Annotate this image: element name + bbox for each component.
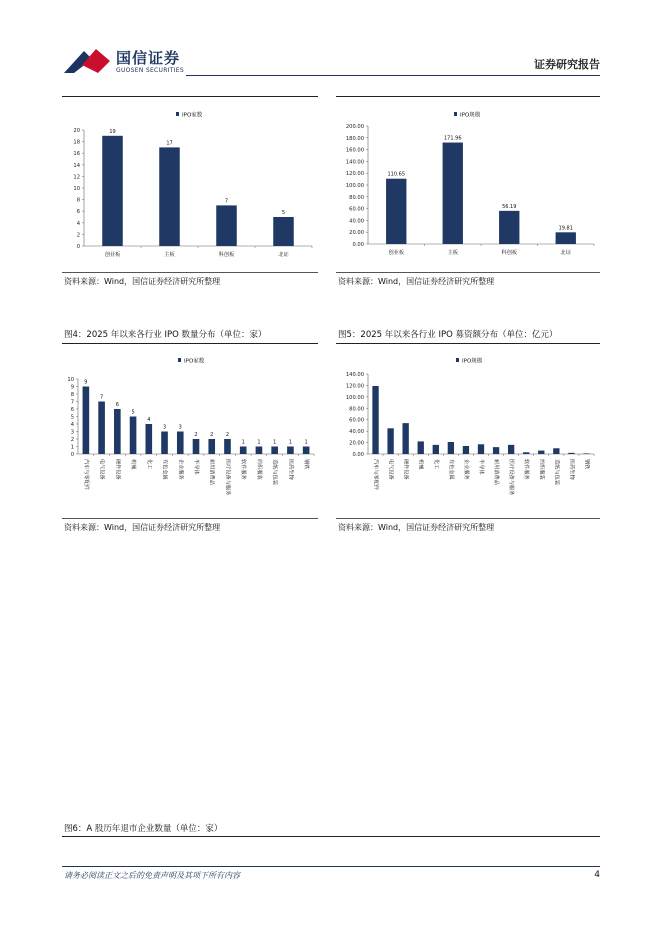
ipo-count-by-board-chart [62,104,318,270]
bar [553,448,559,454]
y-tick-label: 140.00 [345,159,364,166]
y-tick-label: 120.00 [345,383,364,390]
bar [443,143,463,244]
y-tick-label: 7 [70,399,74,406]
x-category-label: 电气设备 [98,459,105,480]
bar [478,444,484,454]
footer-divider [62,866,600,867]
bar [83,387,90,455]
x-category-label: 纺织服装 [538,459,545,480]
data-label: 5 [281,210,286,216]
bar [538,451,544,454]
bar [208,439,215,454]
x-category-label: 有色金属 [447,459,454,480]
y-tick-label: 5 [70,414,74,421]
x-category-label: 企业服务 [177,459,184,480]
y-tick-label: 180.00 [345,135,364,142]
bar [216,205,237,246]
x-category-label: 机械 [417,459,424,470]
data-label: 2 [225,432,230,438]
legend-swatch [176,112,179,116]
y-tick-label: 8 [70,392,74,398]
logo-english-name: GUOSEN SECURITIES [116,67,185,74]
data-label: 56.19 [502,203,517,210]
bar [271,447,278,455]
ipo-count-by-industry-chart [62,350,318,516]
x-category-label: 科创板 [501,250,518,256]
legend-label: IPO规模 [460,112,481,119]
y-tick-label: 4 [76,220,80,227]
x-category-label: 北证 [560,250,571,256]
y-tick-label: 9 [70,384,74,391]
data-label: 2 [194,432,198,438]
data-label: 1 [257,439,261,446]
source-note: 资料来源：Wind，国信证券经济研究所整理 [338,523,495,532]
chart-top-rule [62,343,318,344]
y-tick-label: 16 [73,151,80,158]
ipo-amount-by-industry-chart [336,350,600,516]
x-category-label: 化工 [432,459,439,470]
x-category-label: 半导体 [478,459,484,475]
data-label: 3 [178,424,182,431]
bar [114,409,121,454]
y-tick-label: 60.00 [349,417,364,424]
legend-label: IPO家数 [184,358,205,365]
data-label: 1 [304,439,308,446]
bar [523,452,529,454]
y-tick-label: 0.00 [352,452,364,458]
y-tick-label: 200.00 [345,124,364,130]
chart-top-rule [336,96,600,97]
y-tick-label: 10 [73,186,80,192]
bar [177,432,184,455]
legend-swatch [178,358,181,362]
data-label: 17 [166,140,173,147]
x-category-label: 主板 [447,250,458,256]
report-type-label: 证券研究报告 [534,58,600,71]
x-category-label: 化工 [145,459,152,470]
data-label: 2 [210,432,214,438]
x-category-label: 汽车与零配件 [82,459,89,491]
y-tick-label: 160.00 [345,147,364,154]
x-category-label: 半导体 [193,459,199,475]
bar [102,136,123,246]
header-divider [186,75,600,76]
data-label: 19.81 [558,225,573,232]
data-label: 5 [131,409,135,416]
bar [130,417,137,455]
data-label: 6 [115,402,119,408]
chart-bottom-rule [62,272,318,273]
chart-top-rule [336,343,600,344]
bar [508,445,514,454]
bar [418,441,424,454]
y-tick-label: 2 [76,232,80,239]
bar [568,453,574,454]
bar [433,445,439,454]
data-label: 110.65 [387,171,405,178]
legend-label: IPO规模 [462,358,483,365]
bar [193,439,200,454]
y-tick-label: 0 [70,452,74,458]
x-category-label: 纺织服装 [255,459,262,480]
ipo-amount-by-board-chart [336,104,600,270]
y-tick-label: 6 [70,407,74,413]
x-category-label: 创业板 [388,250,405,256]
bar [493,447,499,454]
data-label: 171.96 [444,135,462,142]
y-tick-label: 0 [76,244,80,250]
y-tick-label: 2 [70,437,74,443]
x-category-label: 北证 [278,252,289,258]
bar [273,217,294,246]
x-category-label: 软件服务 [240,459,247,480]
x-category-label: 科创板 [218,252,235,258]
bar [240,447,247,455]
source-note: 资料来源：Wind，国信证券经济研究所整理 [338,277,495,286]
y-tick-label: 140.00 [345,372,364,378]
logo-chinese-name: 国信证券 [116,49,181,67]
bar [145,424,152,454]
y-tick-label: 40.00 [349,429,364,436]
bar [403,423,409,454]
x-category-label: 主板 [164,252,175,258]
y-tick-label: 1 [70,444,74,451]
legend-swatch [454,112,457,116]
y-tick-label: 80.00 [349,406,364,413]
source-note: 资料来源：Wind，国信证券经济研究所整理 [64,523,221,532]
y-tick-label: 60.00 [349,206,364,213]
bar [98,402,105,455]
bar [161,432,168,455]
y-tick-label: 4 [70,422,74,428]
x-category-label: 钢铁 [303,459,310,470]
source-note: 资料来源：Wind，国信证券经济研究所整理 [64,277,221,286]
chart-top-rule [62,96,318,97]
bar [387,428,393,454]
y-tick-label: 3 [70,429,74,436]
disclaimer-note: 请务必阅读正文之后的免责声明及其项下所有内容 [64,871,240,880]
data-label: 4 [147,417,151,423]
bar [583,453,589,454]
data-label: 1 [273,439,277,446]
y-tick-label: 0.00 [352,242,364,248]
bar [463,446,469,454]
x-category-label: 硬件设备 [114,459,121,480]
y-tick-label: 14 [73,162,80,169]
y-tick-label: 120.00 [345,171,364,178]
bar [386,179,406,244]
x-category-label: 医药生物 [287,459,294,480]
chart-top-rule [62,836,600,837]
guosen-logo-icon [62,47,112,75]
chart-bottom-rule [336,272,600,273]
y-tick-label: 20 [73,128,80,134]
x-category-label: 钢铁 [583,459,590,470]
y-tick-label: 18 [73,139,80,146]
x-category-label: 医疗设备与服务 [508,459,515,496]
x-category-label: 机械 [130,459,137,470]
y-tick-label: 80.00 [349,194,364,201]
figure-5-title: 图5：2025 年以来各行业 IPO 募资额分布（单位：亿元） [338,330,558,340]
x-category-label: 软件服务 [523,459,530,480]
figure-4-title: 图4：2025 年以来各行业 IPO 数量分布（单位：家） [64,330,267,340]
x-category-label: 医药生物 [568,459,575,480]
bar [499,211,519,244]
figure-6-title: 图6：A 股历年退市企业数量（单位：家） [64,824,223,834]
bar [287,447,294,455]
data-label: 19 [109,128,116,135]
x-category-label: 耐用消费品 [493,459,500,485]
x-category-label: 医疗设备与服务 [224,459,231,496]
data-label: 7 [224,198,229,205]
data-label: 1 [288,439,292,446]
bar [256,447,263,455]
bar [303,447,310,455]
y-tick-label: 100.00 [345,394,364,401]
x-category-label: 耐用消费品 [208,459,215,485]
legend-swatch [456,358,459,362]
bar [224,439,231,454]
y-tick-label: 100.00 [345,183,364,189]
y-tick-label: 20.00 [349,230,364,237]
y-tick-label: 40.00 [349,218,364,225]
bar [556,232,576,244]
bar [159,147,180,246]
x-category-label: 汽车与零配件 [372,459,379,491]
data-label: 1 [241,439,245,446]
bar [372,386,378,454]
data-label: 3 [162,424,167,431]
y-tick-label: 12 [73,174,80,181]
x-category-label: 造纸与包装 [553,459,560,485]
data-label: 7 [100,394,104,401]
x-category-label: 硬件设备 [402,459,409,480]
y-tick-label: 6 [76,209,80,216]
legend-label: IPO家数 [182,112,203,119]
x-category-label: 造纸与包装 [271,459,278,485]
y-tick-label: 20.00 [349,440,364,447]
y-tick-label: 10 [67,377,74,383]
x-category-label: 有色金属 [161,459,168,480]
data-label: 9 [84,379,88,386]
x-category-label: 创业板 [104,252,121,258]
bar [448,442,454,454]
chart-bottom-rule [336,518,600,519]
x-category-label: 电气设备 [387,459,394,480]
page-number: 4 [594,870,600,880]
y-tick-label: 8 [76,197,80,204]
x-category-label: 企业服务 [462,459,469,480]
chart-bottom-rule [62,518,318,519]
